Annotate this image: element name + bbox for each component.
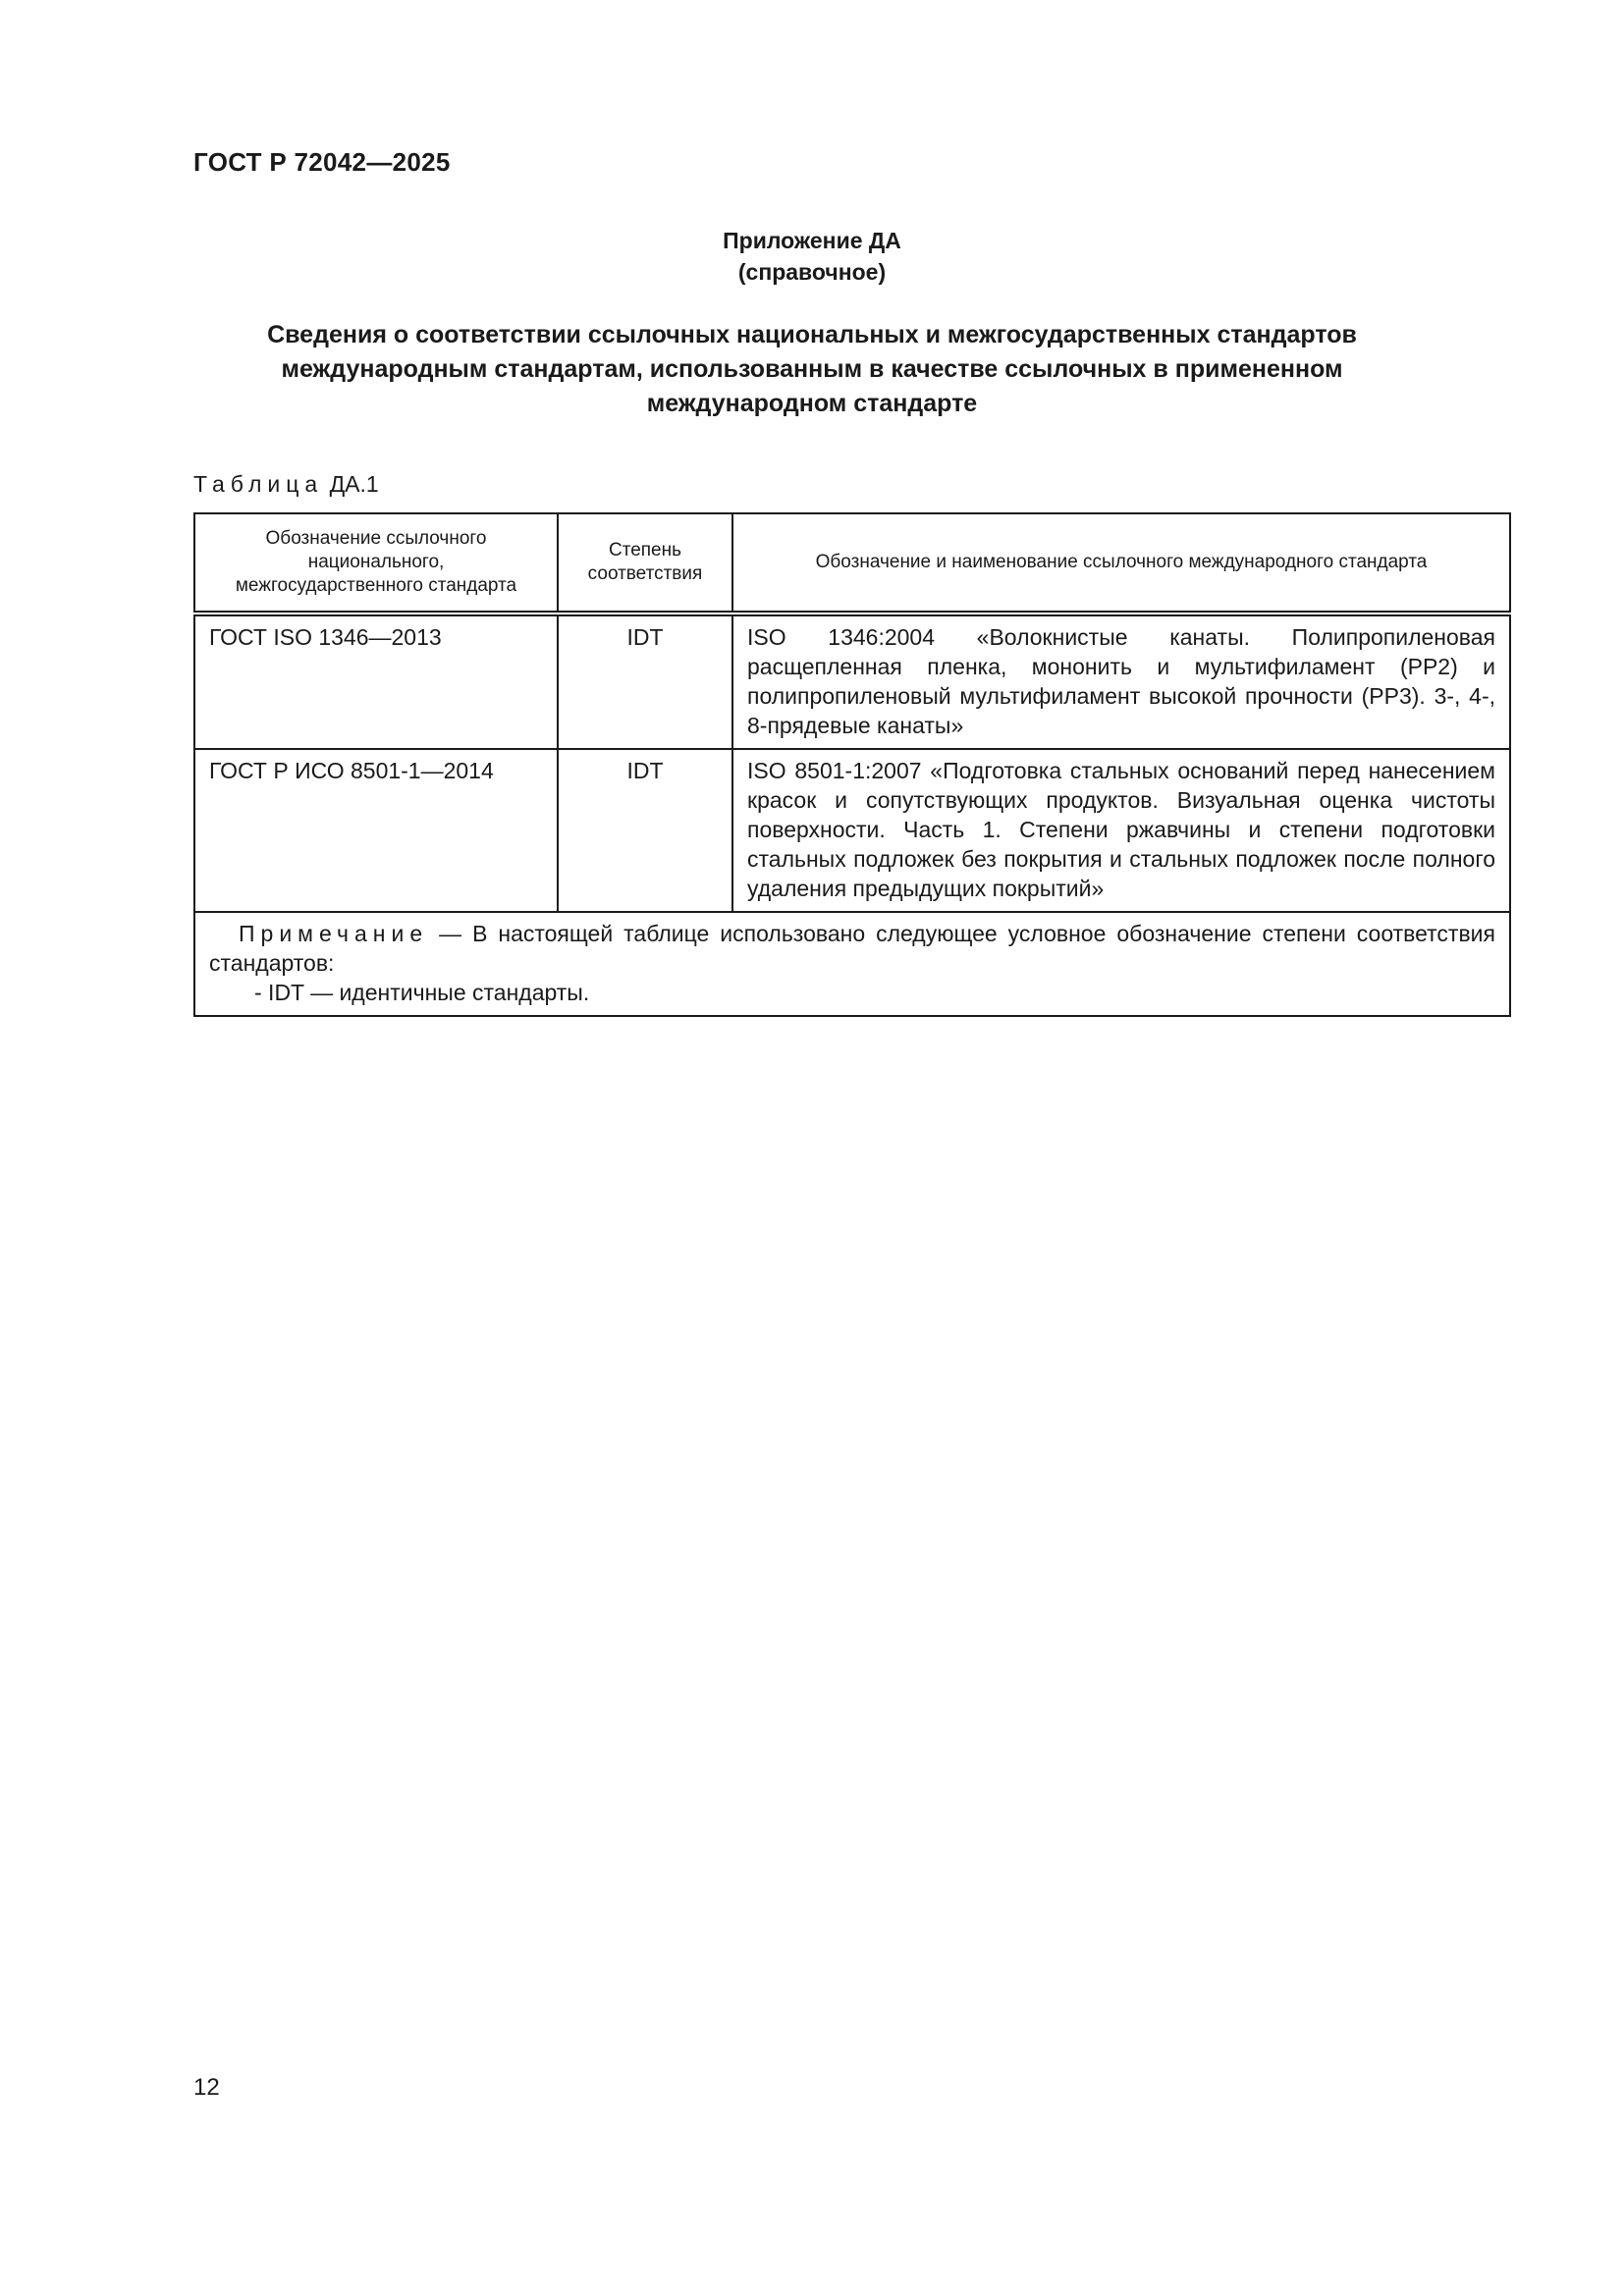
annex-title: Приложение ДА bbox=[723, 228, 901, 253]
national-standard-code: ГОСТ Р ИСО 8501-1—2014 bbox=[194, 749, 558, 912]
annex-heading-line-2: международным стандартам, использованным в качестве ссылочных в примененном bbox=[281, 355, 1343, 383]
international-standard-name: ISO 1346:2004 «Волокнистые канаты. Полипропиленовая расщепленная пленка, мононить и мультифиламент (PP2) и полипропиленовый мультифиламент высокой прочности (PP3). 3-, 4-, 8-прядевые канаты» bbox=[732, 614, 1510, 749]
document-code: ГОСТ Р 72042—2025 bbox=[193, 147, 451, 177]
table-caption-word: Таблица bbox=[193, 471, 324, 497]
table-caption-number: ДА.1 bbox=[329, 471, 379, 497]
table-note-row bbox=[194, 912, 1510, 1016]
table-note bbox=[194, 912, 1510, 1016]
annex-heading-line-1: Сведения о соответствии ссылочных национальных и межгосударственных стандартов bbox=[267, 321, 1357, 348]
table-caption bbox=[193, 471, 379, 498]
standards-correspondence-table bbox=[193, 512, 1511, 1017]
table-row bbox=[194, 614, 1510, 749]
note-body: — В настоящей таблице использовано следующее условное обозначение степени соответствия стандартов: bbox=[209, 921, 1495, 976]
national-standard-code: ГОСТ ISO 1346—2013 bbox=[194, 614, 558, 749]
page-number: 12 bbox=[193, 2074, 220, 2101]
note-text bbox=[209, 919, 1495, 978]
note-list-item: - IDT — идентичные стандарты. bbox=[254, 980, 590, 1005]
international-standard-name: ISO 8501-1:2007 «Подготовка стальных оснований перед нанесением красок и сопутствующих продуктов. Визуальная оценка чистоты поверхности. Часть 1. Степени ржавчины и степени подготовки стальных подложек без покрытия и стальных подложек после полного удаления предыдущих покрытий» bbox=[732, 749, 1510, 912]
degree-of-correspondence: IDT bbox=[558, 749, 732, 912]
column-header-international-standard: Обозначение и наименование ссылочного международного стандарта bbox=[732, 513, 1510, 614]
annex-subtitle: (справочное) bbox=[737, 259, 887, 285]
table-row bbox=[194, 749, 1510, 912]
note-label: Примечание bbox=[239, 921, 429, 946]
column-header-degree: Степень соответствия bbox=[558, 513, 732, 614]
annex-heading-line-3: международном стандарте bbox=[646, 390, 978, 417]
degree-of-correspondence: IDT bbox=[558, 614, 732, 749]
table-header-row bbox=[194, 513, 1510, 614]
column-header-national-standard: Обозначение ссылочного национального, межгосударственного стандарта bbox=[194, 513, 558, 614]
